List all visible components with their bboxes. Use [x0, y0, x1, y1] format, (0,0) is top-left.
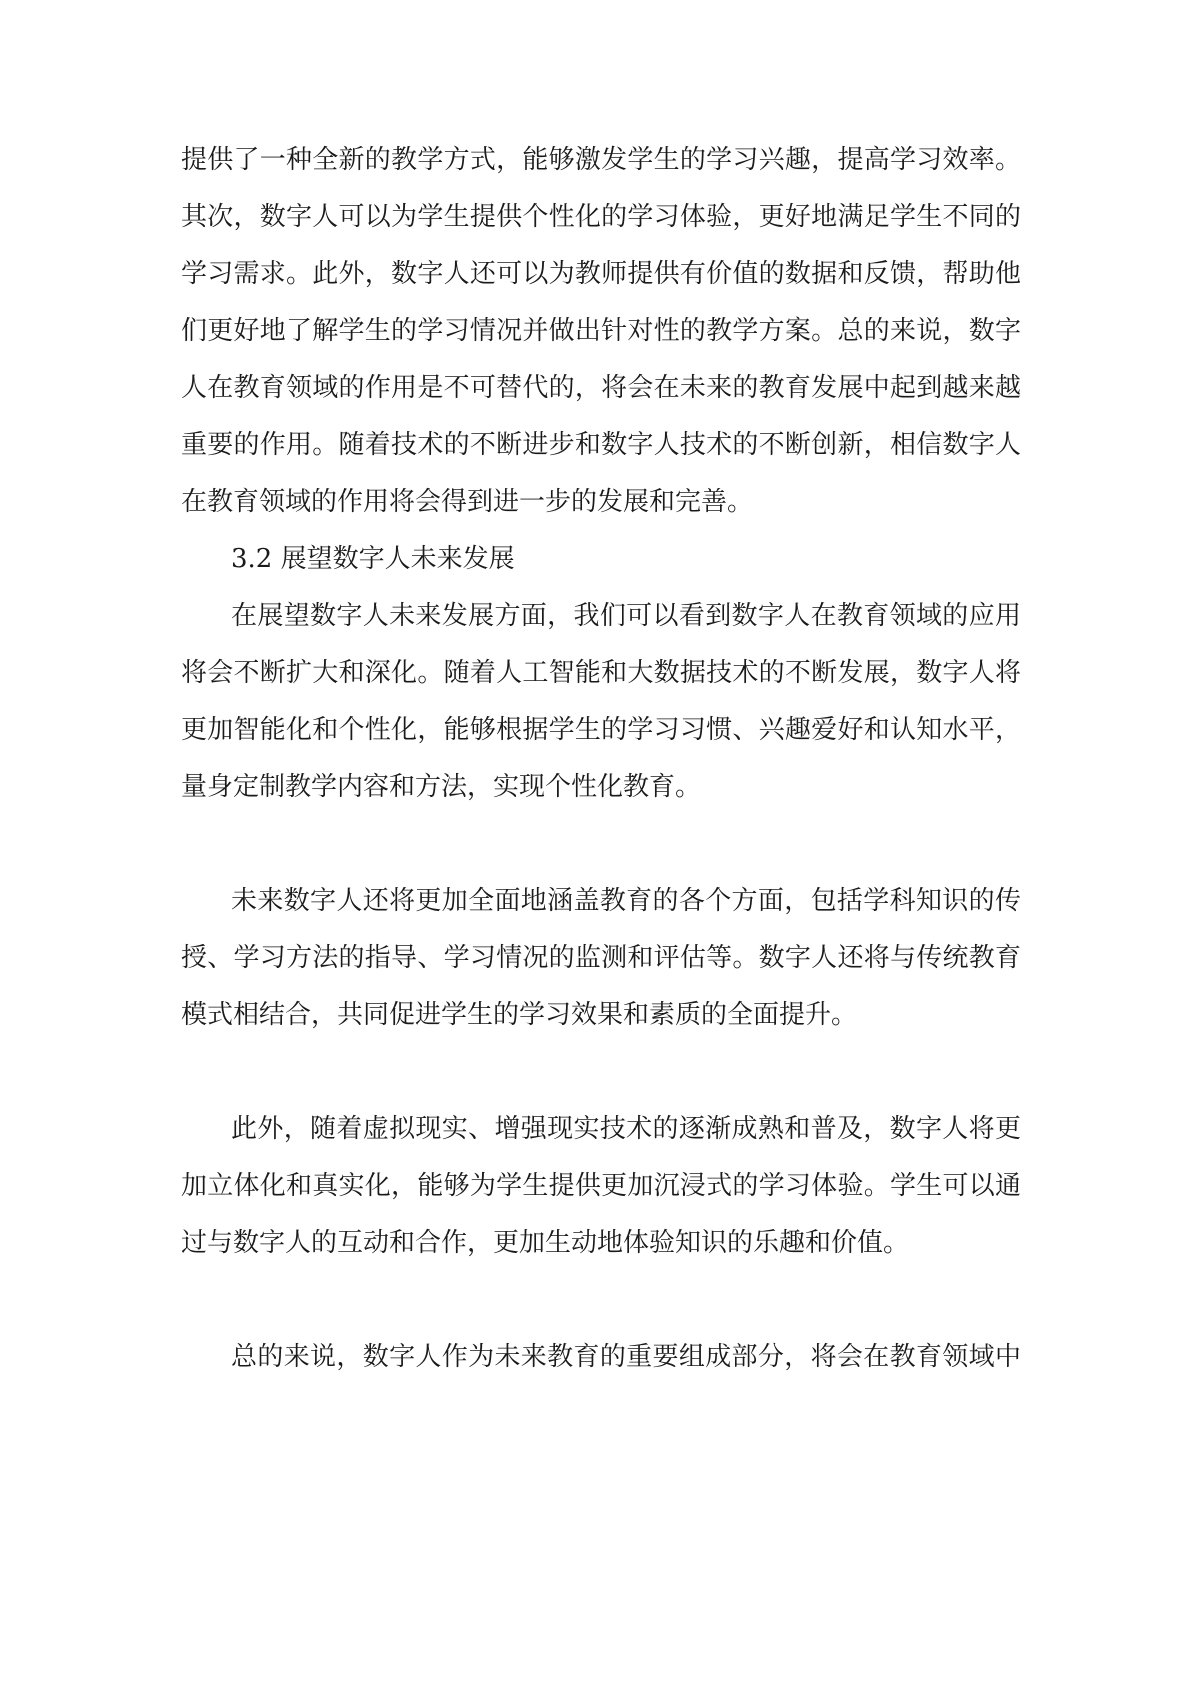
section-heading: 3.2 展望数字人未来发展: [231, 544, 515, 574]
paragraph-line: 更加智能化和个性化，能够根据学生的学习习惯、兴趣爱好和认知水平，: [181, 715, 1021, 745]
paragraph-line: 在展望数字人未来发展方面，我们可以看到数字人在教育领域的应用: [231, 601, 1021, 631]
paragraph-line: 过与数字人的互动和合作，更加生动地体验知识的乐趣和价值。: [181, 1228, 910, 1258]
paragraph-line: 总的来说，数字人作为未来教育的重要组成部分，将会在教育领域中: [231, 1342, 1021, 1372]
paragraph-line: 未来数字人还将更加全面地涵盖教育的各个方面，包括学科知识的传: [231, 886, 1021, 916]
paragraph-line: 将会不断扩大和深化。随着人工智能和大数据技术的不断发展，数字人将: [181, 658, 1021, 688]
paragraph-line: 授、学习方法的指导、学习情况的监测和评估等。数字人还将与传统教育: [181, 943, 1021, 973]
paragraph-line: 人在教育领域的作用是不可替代的，将会在未来的教育发展中起到越来越: [181, 373, 1021, 403]
paragraph-line: 量身定制教学内容和方法，实现个性化教育。: [181, 772, 702, 802]
paragraph-line: 加立体化和真实化，能够为学生提供更加沉浸式的学习体验。学生可以通: [181, 1171, 1021, 1201]
paragraph-line: 们更好地了解学生的学习情况并做出针对性的教学方案。总的来说，数字: [181, 316, 1021, 346]
paragraph-line: 提供了一种全新的教学方式，能够激发学生的学习兴趣，提高学习效率。: [181, 145, 1021, 175]
paragraph-line: 在教育领域的作用将会得到进一步的发展和完善。: [181, 487, 754, 517]
paragraph-line: 学习需求。此外，数字人还可以为教师提供有价值的数据和反馈，帮助他: [181, 259, 1021, 289]
paragraph-line: 此外，随着虚拟现实、增强现实技术的逐渐成熟和普及，数字人将更: [231, 1114, 1021, 1144]
paragraph-line: 重要的作用。随着技术的不断进步和数字人技术的不断创新，相信数字人: [181, 430, 1021, 460]
paragraph-line: 模式相结合，共同促进学生的学习效果和素质的全面提升。: [181, 1000, 858, 1030]
paragraph-line: 其次，数字人可以为学生提供个性化的学习体验，更好地满足学生不同的: [181, 202, 1021, 232]
